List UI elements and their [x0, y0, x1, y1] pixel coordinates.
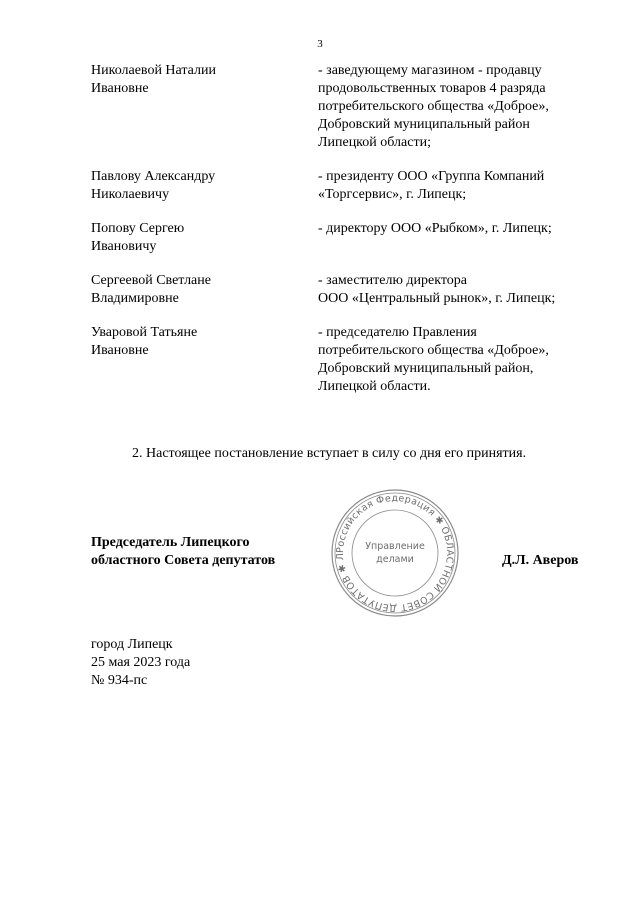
awardee-position-line: Липецкой области; [318, 135, 431, 150]
awardee-position [318, 272, 618, 308]
awardee-position [318, 168, 618, 204]
awardee-position-line: ООО «Центральный рынок», г. Липецк; [318, 291, 556, 306]
awardee-position-line: Липецкой области. [318, 379, 431, 394]
awardee-name-line: Владимировне [91, 291, 179, 306]
awardee-name-line: Уваровой Татьяне [91, 325, 198, 340]
awardee-name [91, 272, 291, 308]
footer-city: город Липецк [91, 637, 173, 652]
stamp-ring-text: Российская Федерация ✱ ОБЛАСТНОЙ СОВЕТ ДЕПУТАТОВ ✱ Л [334, 492, 456, 614]
awardee-position [318, 62, 618, 152]
awardee-position-line: «Торгсервис», г. Липецк; [318, 187, 467, 202]
signatory-title-line: Председатель Липецкого [91, 535, 250, 550]
awardee-position-line: - председателю Правления [318, 325, 477, 340]
awardee-position-line: потребительского общества «Доброе», [318, 99, 549, 114]
page-number: 3 [317, 38, 323, 50]
awardee-position-line: потребительского общества «Доброе», [318, 343, 549, 358]
awardee-position-line: - директору ООО «Рыбком», г. Липецк; [318, 221, 552, 236]
signatory-title-line: областного Совета депутатов [91, 553, 276, 568]
awardee-name-line: Николаевой Наталии [91, 63, 216, 78]
document-footer [91, 636, 190, 690]
awardee-name [91, 62, 291, 98]
awardee-position-line: - заместителю директора [318, 273, 468, 288]
footer-date: 25 мая 2023 года [91, 655, 191, 670]
footer-number: № 934-пс [91, 673, 148, 688]
awardee-position-line: Добровский муниципальный район [318, 117, 530, 132]
awardee-name [91, 324, 291, 360]
awardee-name-line: Николаевичу [91, 187, 170, 202]
awardee-position [318, 220, 618, 238]
awardee-position [318, 324, 618, 396]
awardee-name-line: Ивановне [91, 343, 149, 358]
awardee-name-line: Ивановне [91, 81, 149, 96]
signatory-name: Д.Л. Аверов [502, 553, 579, 568]
stamp-center-line: делами [376, 554, 414, 565]
awardee-name [91, 220, 291, 256]
stamp-center-line: Управление [365, 541, 425, 552]
awardee-position-line: - президенту ООО «Группа Компаний [318, 169, 545, 184]
awardee-name-line: Ивановичу [91, 239, 157, 254]
awardee-name [91, 168, 291, 204]
awardee-name-line: Сергеевой Светлане [91, 273, 211, 288]
signatory-title [91, 534, 275, 570]
awardee-position-line: - заведующему магазином - продавцу [318, 63, 542, 78]
effective-date-clause: 2. Настоящее постановление вступает в силу со дня его принятия. [132, 446, 527, 461]
official-seal-stamp [329, 487, 461, 619]
awardee-name-line: Павлову Александру [91, 169, 216, 184]
awardee-position-line: Добровский муниципальный район, [318, 361, 534, 376]
awardee-name-line: Попову Сергею [91, 221, 185, 236]
awardee-position-line: продовольственных товаров 4 разряда [318, 81, 546, 96]
